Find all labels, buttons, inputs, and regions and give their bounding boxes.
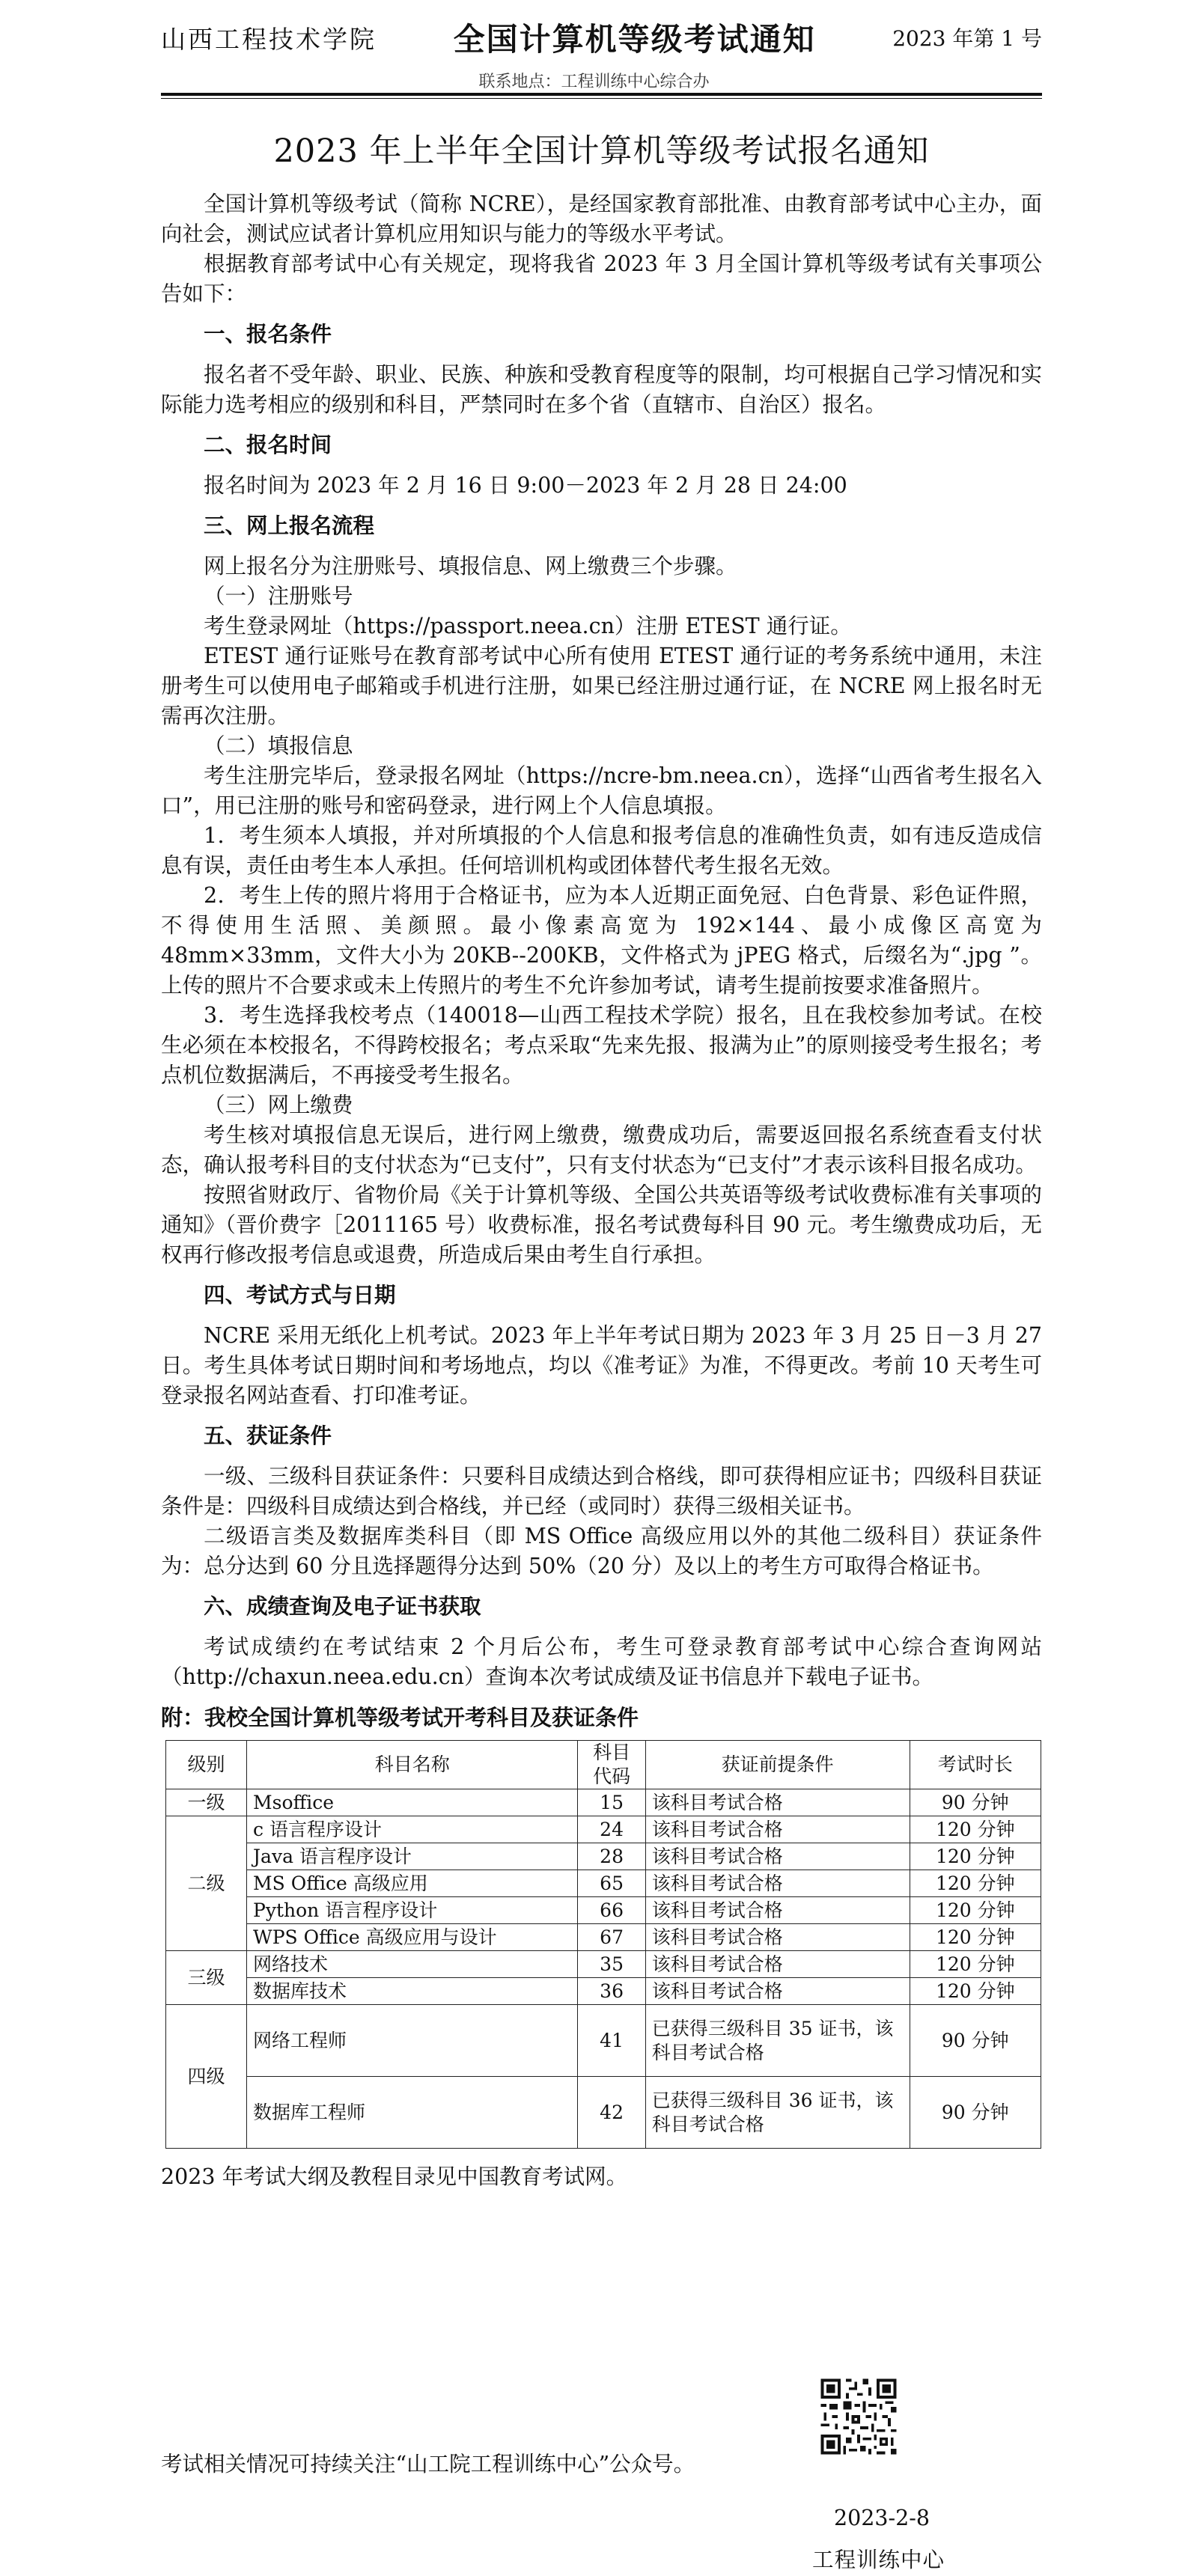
school-name: 山西工程技术学院	[161, 24, 377, 54]
section-heading: 二、报名时间	[204, 433, 332, 457]
section-paragraph: 考生注册完毕后，登录报名网址（https://ncre-bm.neea.cn），选择“山西省考生报名入口”，用已注册的账号和密码登录，进行网上个人信息填报。	[161, 763, 1042, 818]
subject-condition: 该科目考试合格	[645, 1951, 910, 1978]
table-row	[166, 2077, 1041, 2149]
subject-code: 42	[578, 2077, 645, 2149]
section-paragraph: 报名时间为 2023 年 2 月 16 日 9:00－2023 年 2 月 28 日 24:00	[204, 473, 847, 498]
subjects-table	[165, 1740, 1041, 2149]
subject-condition: 该科目考试合格	[645, 1870, 910, 1897]
subject-condition: 该科目考试合格	[645, 1843, 910, 1870]
subject-code: 41	[578, 2005, 645, 2077]
table-header: 考试时长	[910, 1741, 1041, 1789]
subject-duration: 120 分钟	[910, 1843, 1041, 1870]
subject-code: 67	[578, 1924, 645, 1951]
table-row	[166, 1978, 1041, 2005]
level-cell: 一级	[166, 1789, 247, 1816]
qr-code-icon	[818, 2376, 899, 2457]
subject-duration: 90 分钟	[910, 2005, 1041, 2077]
subject-code: 28	[578, 1843, 645, 1870]
table-header: 级别	[166, 1741, 247, 1789]
table-header: 科目代码	[578, 1741, 645, 1789]
masthead-rule-thin	[161, 98, 1042, 99]
section-paragraph: 1．考生须本人填报，并对所填报的个人信息和报考信息的准确性负责，如有违反造成信息有误，责任由考生本人承担。任何培训机构或团体替代考生报名无效。	[161, 823, 1042, 878]
subject-duration: 120 分钟	[910, 1870, 1041, 1897]
subject-code: 24	[578, 1816, 645, 1843]
section-paragraph: NCRE 采用无纸化上机考试。2023 年上半年考试日期为 2023 年 3 月 25 日－3 月 27 日。考生具体考试日期时间和考场地点，均以《准考证》为准，不得更改。考前 10 天考生可登录报名网站查看、打印准考证。	[161, 1323, 1042, 1408]
appendix-title: 附：我校全国计算机等级考试开考科目及获证条件	[161, 1705, 639, 1730]
section-paragraph: 报名者不受年龄、职业、民族、种族和受教育程度等的限制，均可根据自己学习情况和实际能力选考相应的级别和科目，严禁同时在多个省（直辖市、自治区）报名。	[161, 362, 1042, 417]
section-paragraph: 考生核对填报信息无误后，进行网上缴费，缴费成功后，需要返回报名系统查看支付状态，确认报考科目的支付状态为“已支付”，只有支付状态为“已支付”才表示该科目报名成功。	[161, 1123, 1042, 1177]
section-heading: 三、网上报名流程	[204, 513, 375, 538]
level-cell: 四级	[166, 2005, 247, 2149]
table-row	[166, 1897, 1041, 1924]
subject-name: 数据库技术	[247, 1978, 578, 2005]
table-row	[166, 1789, 1041, 1816]
notice-body	[161, 112, 1042, 2192]
subject-name: c 语言程序设计	[247, 1816, 578, 1843]
section-paragraph: 二级语言类及数据库类科目（即 MS Office 高级应用以外的其他二级科目）获证条件为：总分达到 60 分且选择题得分达到 50%（20 分）及以上的考生方可取得合格证书。	[161, 1524, 1042, 1578]
subject-condition: 该科目考试合格	[645, 1978, 910, 2005]
section-paragraph: 按照省财政厅、省物价局《关于计算机等级、全国公共英语等级考试收费标准有关事项的通知》（晋价费字［2011165 号）收费标准，报名考试费每科目 90 元。考生缴费成功后，无权再行修改报考信息或退费，所造成后果由考生自行承担。	[161, 1182, 1042, 1267]
subsection-heading: （二）填报信息	[204, 733, 353, 758]
level-cell: 三级	[166, 1951, 247, 2005]
subject-code: 15	[578, 1789, 645, 1816]
masthead-title: 全国计算机等级考试通知	[453, 21, 816, 58]
table-header-row	[166, 1741, 1041, 1789]
subject-code: 35	[578, 1951, 645, 1978]
section-heading: 一、报名条件	[204, 322, 332, 347]
issuer-signature: 工程训练中心	[812, 2548, 945, 2572]
table-row	[166, 1843, 1041, 1870]
subject-duration: 120 分钟	[910, 1978, 1041, 2005]
intro-paragraph: 全国计算机等级考试（简称 NCRE），是经国家教育部批准、由教育部考试中心主办，面向社会，测试应试者计算机应用知识与能力的等级水平考试。	[161, 192, 1042, 246]
subject-condition: 该科目考试合格	[645, 1924, 910, 1951]
subject-name: Python 语言程序设计	[247, 1897, 578, 1924]
intro-paragraph: 根据教育部考试中心有关规定，现将我省 2023 年 3 月全国计算机等级考试有关事项公告如下：	[161, 251, 1042, 306]
section-paragraph: ETEST 通行证账号在教育部考试中心所有使用 ETEST 通行证的考务系统中通用，未注册考生可以使用电子邮箱或手机进行注册，如果已经注册过通行证，在 NCRE 网上报名时无需再次注册。	[161, 644, 1042, 728]
subject-code: 65	[578, 1870, 645, 1897]
subject-duration: 90 分钟	[910, 2077, 1041, 2149]
wechat-follow-note: 考试相关情况可持续关注“山工院工程训练中心”公众号。	[161, 2452, 695, 2476]
table-row	[166, 1924, 1041, 1951]
issue-date: 2023-2-8	[834, 2506, 930, 2530]
table-header: 获证前提条件	[645, 1741, 910, 1789]
subsection-heading: （三）网上缴费	[204, 1093, 353, 1117]
section-paragraph: 考生登录网址（https://passport.neea.cn）注册 ETEST 通行证。	[204, 614, 852, 638]
contact-location: 联系地点：工程训练中心综合办	[478, 73, 710, 91]
subject-condition: 该科目考试合格	[645, 1789, 910, 1816]
table-row	[166, 1816, 1041, 1843]
subject-duration: 120 分钟	[910, 1924, 1041, 1951]
subject-code: 66	[578, 1897, 645, 1924]
section-paragraph: 网上报名分为注册账号、填报信息、网上缴费三个步骤。	[204, 554, 737, 579]
masthead-rule-thick	[161, 93, 1042, 96]
level-cell: 二级	[166, 1816, 247, 1951]
masthead	[161, 6, 1042, 69]
subject-name: MS Office 高级应用	[247, 1870, 578, 1897]
section-paragraph: 3．考生选择我校考点（140018—山西工程技术学院）报名，且在我校参加考试。在校生必须在本校报名，不得跨校报名；考点采取“先来先报、报满为止”的原则接受考生报名；考点机位数据满后，不再接受考生报名。	[161, 1003, 1042, 1087]
subject-condition: 该科目考试合格	[645, 1897, 910, 1924]
table-row	[166, 1870, 1041, 1897]
section-paragraph: 考试成绩约在考试结束 2 个月后公布，考生可登录教育部考试中心综合查询网站（http://chaxun.neea.edu.cn）查询本次考试成绩及证书信息并下载电子证书。	[161, 1635, 1042, 1689]
subject-name: 数据库工程师	[247, 2077, 578, 2149]
subject-name: 网络工程师	[247, 2005, 578, 2077]
subject-condition: 已获得三级科目 36 证书，该科目考试合格	[645, 2077, 910, 2149]
section-paragraph: 一级、三级科目获证条件：只要科目成绩达到合格线，即可获得相应证书；四级科目获证条件是：四级科目成绩达到合格线，并已经（或同时）获得三级相关证书。	[161, 1464, 1042, 1519]
subject-duration: 120 分钟	[910, 1816, 1041, 1843]
subject-duration: 120 分钟	[910, 1951, 1041, 1978]
subsection-heading: （一）注册账号	[204, 584, 353, 608]
table-header: 科目名称	[247, 1741, 578, 1789]
subject-code: 36	[578, 1978, 645, 2005]
section-heading: 六、成绩查询及电子证书获取	[204, 1594, 481, 1619]
subject-condition: 已获得三级科目 35 证书，该科目考试合格	[645, 2005, 910, 2077]
subject-name: WPS Office 高级应用与设计	[247, 1924, 578, 1951]
section-heading: 五、获证条件	[204, 1423, 332, 1448]
section-paragraph: 2．考生上传的照片将用于合格证书，应为本人近期正面免冠、白色背景、彩色证件照，不得使用生活照、美颜照。最小像素高宽为 192×144、最小成像区高宽为 48mm×33mm，文件大小为 20KB--200KB，文件格式为 jPEG 格式，后缀名为“.jpg ”。上传的照片不合要求或未上传照片的考生不允许参加考试，请考生提前按要求准备照片。	[161, 883, 1042, 998]
subject-name: 网络技术	[247, 1951, 578, 1978]
subject-name: Java 语言程序设计	[247, 1843, 578, 1870]
subject-condition: 该科目考试合格	[645, 1816, 910, 1843]
page-title: 2023 年上半年全国计算机等级考试报名通知	[273, 132, 930, 170]
table-row	[166, 1951, 1041, 1978]
subject-duration: 90 分钟	[910, 1789, 1041, 1816]
subject-name: Msoffice	[247, 1789, 578, 1816]
syllabus-note: 2023 年考试大纲及教程目录见中国教育考试网。	[161, 2164, 628, 2189]
section-heading: 四、考试方式与日期	[204, 1283, 396, 1307]
table-row	[166, 2005, 1041, 2077]
issue-number: 2023 年第 1 号	[892, 26, 1042, 51]
subject-duration: 120 分钟	[910, 1897, 1041, 1924]
